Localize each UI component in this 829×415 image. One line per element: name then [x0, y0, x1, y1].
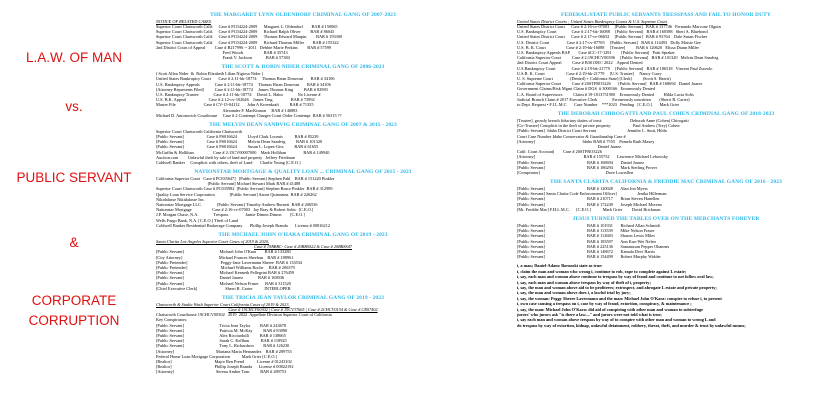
gang-section: [150, 232, 456, 295]
case-entry-line: Caldwell Banker Complicit with others, theft of Land Charlie Young [C.E.O.]: [156, 160, 301, 166]
case-entry-line: Superior Court Chatsworth California Chatsworth: [156, 128, 242, 134]
gang-section: [150, 12, 456, 64]
case-entry-line: Key Conspirators:: [156, 317, 188, 323]
case-entry-line: U.S. Bankruptcy Court Case # 2:17-bk-16088 [Public Servant] BAR # 160588 Sheri A. Bluebond: [517, 29, 708, 35]
section-case-numbers: Case # 19CHCV00302 | Case # 19CV37665 | Case # 2CHCV0154 & Case # CRS7402: [228, 306, 378, 312]
middle-column: [150, 12, 456, 412]
case-entry-line: U.S. B.K. Appeal Case # 2:12-cv-102646 James Ting BAR # 73992: [156, 97, 315, 103]
left-title-panel: [0, 0, 148, 415]
case-entry-line: U.S.B. K. Court Case # 2:19-bk-21779 [U.S. Trustee] Nancy Curry: [517, 70, 662, 76]
case-entry-line: United States District Court Case # 2:17-cv-06652 [Public Servant] BAR # 93764 Dale Susan Fischer: [517, 34, 708, 40]
case-entry-line: [Public Pretender] Michael Williams Roche BAR # 206379: [156, 264, 295, 270]
gang-section: [150, 169, 456, 232]
left-title-public-servant: PUBLIC SERVANT: [16, 170, 132, 185]
case-entry-line: California Superior Court Case # PC035647] [Public Servant] Stephen Pahl BAR # 151220 Pinkler: [156, 176, 335, 182]
case-entry-line: [City Attorney] Michael Frances Sheehan BAR # 188961: [156, 254, 294, 260]
left-title-corruption: CORRUPTION: [28, 313, 120, 328]
statement-paragraph: [511, 263, 821, 328]
right-column: [511, 12, 821, 412]
case-entry-line: [Attorney] Idaho BAR # 7555 Pamela Ruth Maxey: [517, 138, 655, 144]
case-entry-line: [Realtor] Major Ben Prend License # 01243102: [156, 358, 292, 364]
case-entry-line: L.A. Board of Supervisors Claim # 19-1013751900 Erroneously Denied Hilda Lucia Solis: [517, 91, 694, 97]
gang-section: [511, 216, 821, 263]
section-heading: FEDERAL/STATE PUBLIC SERVANTS TRESSPASS AND FAIL TO HONOR DUTY: [561, 12, 771, 18]
case-entry-line: U.S. District Court Case # 2:17-cv-07705 [Public Servant] BAR # 114493 Dolly Maisie Gee: [517, 39, 701, 45]
statement-line: i, claim the man and woman who wrong i, continue to rob, rape to complete against L estate;: [517, 268, 687, 274]
statement-line: i, own case causing a trespass on i, case by way of fraud, extortion, conspiracy, & maintenance ;: [517, 301, 692, 307]
case-entry-line: [Public Servant] Alex Ricciardulli BAR # 138665: [156, 332, 286, 338]
case-entry-line: [Chief Executive Clerk] Sherri R. Carter INTERLOPER: [156, 285, 291, 291]
case-entry-line: [Attorney] Serena Amber Tran BAR # 289753: [156, 369, 287, 375]
section-heading: THE TRICIA JEAN TAYLOR CRIMINAL GANG OF 2019 - 2023: [222, 294, 384, 301]
section-subtitle: United States District Courts ; United States Bankruptcy Courts & U.S. Supreme Court: [517, 18, 668, 24]
case-entry-line: U.S. Bankruptcy Trustee Case # 2:11-bk-18774 David L. Hahn No License #: [156, 92, 321, 98]
section-heading: NATIONSTAR MORTGAGE & QUALITY LOAN ... CRIMINAL GANG OF 2015 - 2023: [194, 169, 412, 176]
section-heading: THE MICHAEL JOHN O'HARA CRIMINAL GANG OF 2019 - 2023: [218, 232, 388, 239]
section-subtitle: Santa Clarita Los Angeles Superior Court Cases of 2019 & 2020,: [156, 238, 269, 244]
case-entry-line: U.S. Bankruptcy Appeals Case # 2:11-bk-18774 Thomas Brian Donovan BAR # 34106: [156, 81, 331, 87]
case-entry-line: McGuffin & Hollihan Case # 2:15CV00007000 Mark Hollihan BAR # 149940: [156, 149, 330, 155]
gang-section: [150, 122, 456, 169]
case-entry-line: to Dept. Request • F.I.L.M.C Case Number ***1023 Pending [C.E.O.] Mark Grier: [517, 102, 680, 108]
case-entry-line: Superior Court Chatsworth Calif. Case # PC04224-2009 Margaret L. Oldendorf BAR # 150065: [156, 24, 338, 29]
case-entry-line: Michael D. Antonovich Courthouse Case # 2 Contempt Charges Court Order Contempt BAR # 56315 ??: [156, 112, 342, 118]
section-heading: THE SANTA CLARITA CALIFORNIA & FREDDIE MAC CRIMINAL GANG OF 2016 - 2023: [550, 179, 782, 186]
case-entry-line: Superior Court Chatsworth Calif. Case # PC04224-2009 Richard Thomas Miller BAR # 155322: [156, 39, 339, 45]
case-entry-line: Superior Court Chatsworth Calif. Case # PC04224-2009 Richard Ralph Oliver BAR # 86045: [156, 29, 335, 35]
section-heading: JESUS TURNED THE TABLES OVER ON THE MERCHANTS FOREVER: [572, 216, 760, 223]
case-entry-line: [Public Servant] BAR # 112683 Sharon Lewis Miles: [517, 233, 655, 239]
case-entry-line: [Public Servant] BAR # 172249 Joseph Michael Moreno: [517, 201, 663, 207]
gang-section: [511, 111, 821, 179]
statement-line: i, a man; Daniel-Adam: Boronski state as true:: [517, 263, 603, 269]
case-entry-line: 2nd District Court Appeal Case # B301380 / 2022 Appeal Denied: [517, 60, 643, 66]
case-entry-line: [Public Servant] Tricia Jean Taylor BAR # 243678: [156, 322, 287, 328]
left-title-vs: vs.: [65, 99, 83, 114]
case-entry-line: 2nd District Court of Appeal Case # B217996 -- 2011 Debbie Marie Perkins BAR # 57599: [156, 44, 332, 50]
case-entry-line: California Superior Court Case # 20STFRO3226 [Public Servant] BAR # 168694 Daniel Juarez: [517, 81, 703, 87]
case-entry-line: [Public Servant] Santa Clarita Code Enforcement Officer] Jenika Hillerman: [517, 191, 667, 197]
case-entry-line: [Conspirator] Dave Lowrsllen: [517, 170, 634, 176]
case-entry-line: [Public Servant] BAR # 113539 Mike Nelson Fraser: [517, 228, 655, 234]
section-subtitle: Chatsworth & Stadia Wash Superior Court California Cases of 2019 & 2023,: [156, 301, 290, 307]
section-heading: THE MARGARET LYNN OLDENDORF CRIMINAL GANG OF 2007-2023: [210, 12, 396, 18]
case-entry-line: Coldwell Banker Residential Brokerage Company Phillip Joseph Branda License # 00816212: [156, 222, 330, 228]
case-entry-line: [Public Servant] Michael Kenneth Pellegrini BAR # 276459: [156, 270, 295, 276]
statement-line: i, say, each man and woman above trespass by way of theft of i, property;: [517, 279, 651, 285]
case-entry-line: [Public Servant] BAR # 154499 Robert Murphy Widder: [517, 254, 661, 260]
case-entry-line: Nationstar Mortgage LLC. [Public Servant] Timothy Andrew Burnett BAR # 206536: [156, 202, 318, 208]
case-entry-line: [Public Servant] Michael John O'Kara BAR # 133280: [156, 249, 291, 255]
case-entry-line: [Co-Trustee] Complicit in the theft of private property: Paul Andrew (Trey) Cohen: [517, 123, 680, 129]
case-entry-line: [Public Servant] BAR # 186294 Mark Sterling Prover: [517, 164, 657, 170]
case-entry-line: [Public Servant] Patricia M. McKay BAR # 83090: [156, 327, 288, 333]
case-entry-line: [Public Servant] Sarah C. Kellhan BAR # 118925: [156, 338, 287, 344]
statement-line: i, say, the man and woman above aid to be profiteers; extrospect, and abrogate L estate and private property;: [517, 284, 717, 290]
case-entry-line: [Public Servant] BAR # 148672 Kamala Devi Harris: [517, 248, 656, 254]
case-entry-line: U.S. B. K. Court Case # 2:19-bk-16088 [Trustee] BAR # 120620 Elissa Diann Miller: [517, 44, 699, 50]
statement-line: i, say each man and woman above trespass by way of to conspire with other man and woman to wrong L and: [517, 317, 716, 323]
case-entry-line: Fred Woods BAR # 35743: [156, 50, 288, 56]
case-entry-line: United States Bankruptcy Court Case # 2:11-bk-18774 Thomas Brian Donovan BAR # 34106: [156, 76, 335, 82]
case-entry-line: [Public Servant] Case # PS016624 Lloyd Clark Loomis BAR # 85239: [156, 134, 319, 140]
case-entry-line: Alexander F. MacKinnon BAR # 146883: [156, 107, 298, 113]
case-entry-line: U.S. Bankruptcy Appeals BAP Case #CC-17-1291 [Public Servant] Patti Spraker: [517, 50, 675, 56]
case-entry-line: Chatsworth Courthouse 19CHCV00302 2019 2022 Appellate Division Superior Court of California: [156, 312, 332, 318]
case-entry-line: United States District Court Case # 2:16-cv-07003 [Public Servant] BAR # 137746 Fernando Marcone Olguin: [517, 24, 721, 29]
case-entry-line: [Public Servant] BAR # 168694 Daniel Juarez: [517, 159, 644, 165]
case-entry-line: [Public Servant] BAR # 101931 Richard Allan Schmidt: [517, 222, 660, 228]
statement-line: jurors' who jurors ask "is there a law...." and jurors were not told what is true;: [517, 311, 662, 317]
case-entry-line: Auction.com Unlawful theft by sale of land and property Jeffrey Friedman: [156, 154, 295, 160]
case-entry-line: [Attorney Represents Filed] Case # 2:11-bk-18774 James Thomas King BAR # 82983: [156, 86, 328, 92]
statement-line: i, say, the woman: Peggy Sheree Lavermann and the man: Michael John O'Kara: conspire to refuse i, to present: [517, 295, 722, 301]
case-entry-line: ( Scott Allan Nider & Robin Elizabeth Lilian Nigiosa Nider ): [156, 71, 264, 77]
case-entry-line: [Public Servant] BAR # 210717 Brian Steven Hanellen: [517, 196, 660, 202]
gang-section: [511, 12, 821, 111]
case-entry-line: [Public Servant] Michael Nelson Fraser BAR # 311520: [156, 280, 291, 286]
case-entry-line: [Public Servant] Daniel Juarez BAR # 168036: [156, 275, 285, 281]
case-entry-line: U. S. Supreme Court (Denied) + California State) [Clerk] (Scott S. Harris): [517, 76, 671, 82]
case-entry-line: Court Case Number Idaho Conservator & Guardianship Case #: [517, 133, 626, 139]
left-title-corporate: CORPORATE: [31, 293, 117, 308]
section-subtitle: NOTICE OF RELATED CASES: [156, 18, 211, 24]
gang-section: [150, 295, 456, 379]
case-entry-line: [Public Servant] Case # PS016624 Susan L. Lopez-Giss BAR # 61655: [156, 144, 319, 150]
case-entry-line: Master File Case # CV-15-04112 John A Kroenkraft BAR # 71355: [156, 102, 314, 108]
statement-line: do trespass by way of extortion, kidnap, unlawful detainment, robbery, threat, theft, and murder & trust by unlawful means;: [517, 322, 746, 328]
gang-section: [150, 64, 456, 122]
case-entry-line: [Attorney] BAR # 155752 Lawrence Michael Lebowsky: [517, 154, 669, 160]
case-entry-line: California Superior Court Case # 2:19CHCV00396 [Public Servant] BAR # 101320 Melvin Dean Sandvig: [517, 55, 719, 61]
case-entry-line: Quality Loan Service Corporation [Public Servant] Aaron Quinonina BAR # 226262: [156, 191, 317, 197]
case-entry-line: Wells Fargo Bank, N.A. [C.E.O.] Theft of Land: [156, 217, 238, 223]
section-heading: THE DEBORAH CHIROGATTI AND PAUL COHEN CRIMINAL GANG OF 2018-2023: [557, 111, 775, 118]
case-entry-line: Federal Home Loan Mortgage Corporation Mark Grier [C.E.O.]: [156, 353, 277, 359]
case-entry-line: [Public Pretender] Peggy-Jane Lavermann Sheree BAR # 133534: [156, 259, 303, 265]
statement-line: i, say, the man and woman above does i, a lawful trial by jury;: [517, 290, 631, 296]
left-title-ampersand: &: [69, 235, 79, 250]
case-entry-line: J.P. Morgan Chase, N.A. Trespass Jamie Dimon Dimon [C.E.O.]: [156, 212, 305, 218]
case-entry-line: Calif. Court Account] Case # 20STFRO3226: [517, 149, 602, 155]
case-entry-line: [Public Servant] BAR # 120028 Alan Jon Myers: [517, 186, 648, 192]
case-entry-line: [Public Servant] BAR # 183597 Ann Kuo-Wei Nelen: [517, 238, 656, 244]
case-entry-line: [Public Servant] Idaho District Court Servant Jennifer L. Smit, Hilda: [517, 128, 667, 134]
gang-section: [511, 179, 821, 216]
case-entry-line: [Public Servant] Case # PS016624 Melvin Dean Sandvig BAR # 101320: [156, 139, 323, 145]
section-case-numbers: Case # 19BBBC- Case # 20BBSS22 & Case # 20BBSS47: [254, 244, 352, 250]
section-heading: THE SCOTT & ROBIN NIDER CRIMINAL GANG OF 2006-2023: [221, 64, 385, 71]
case-entry-line: Nikidalasse Nikidalasse Inc.: [156, 196, 205, 202]
case-entry-line: [Realtor] Phillip Joseph Branda License # 00822192: [156, 364, 294, 370]
case-entry-line: Superior Court Chatsworth Calif. Case # PC04224-2009 Thomas Edward Maupin BAR # 193300: [156, 34, 343, 40]
left-title-law-of-man: L.A.W. OF MAN: [25, 50, 122, 65]
case-entry-line: [Mr. Freddie Mac] F.H.L.M.C. [C.E.O.] Mark Grier David Brickman: [517, 206, 661, 212]
statement-line: i, say, each man and woman above continue to trespass by way of fraud and continue to not follow oral law;: [517, 274, 714, 280]
case-entry-line: [Attorney] Mariana Maria Hernandez BAR # 289753: [156, 348, 292, 354]
statement-line: i, say, the man: Michael John O'Kara: did aid of conspiring with other man and woman to subterfuge: [517, 306, 704, 312]
case-entry-line: Frank V. Jackson BAR # 57384: [156, 55, 290, 61]
case-entry-line: Superior Court Chatsworth Case # PC035982 [Public Servant] Stephen Bruce Pinkler BAR # 312989: [156, 186, 333, 192]
case-entry-line: [Public Servant] Tony L. Richardson BAR # 126230: [156, 343, 290, 349]
case-entry-line: [Public Servant] Michael Stewart Mark BAR # 41488: [156, 181, 301, 187]
case-entry-line: [Trustee], grossly breach fiduciary duties of trust: Deborah Anne (Cohen) Chirogatti: [517, 118, 689, 124]
section-heading: THE MELVIN DEAN SANDVIG CRIMINAL GANG OF 2007 & 2015 - 2023: [209, 122, 397, 129]
case-entry-line: Daniel Juarez: [517, 144, 622, 150]
case-entry-line: U.S.Bankruptcy Court Case # 2:19-bk-21779 [Public Servant] BAR # 186518 Vincent Paul Zurzolo: [517, 65, 713, 71]
case-entry-line: Nationstar Mortgage Case # 2:16-cv-07003 Jay Bray & Robert Sobic [C.E.O.]: [156, 207, 314, 213]
case-entry-line: [Public Servant] BAR # 225136 Samanusan Pepper Ohannes: [517, 243, 670, 249]
case-entry-line: Judicial Branch Claim # 2017 Executive Clerk Erroneously unwritten (Sherri R. Carter): [517, 96, 690, 102]
case-entry-line: Government Claims/Risk Mgmt Claim # DGS # 3000166 Erroneously Denied: [517, 86, 655, 92]
